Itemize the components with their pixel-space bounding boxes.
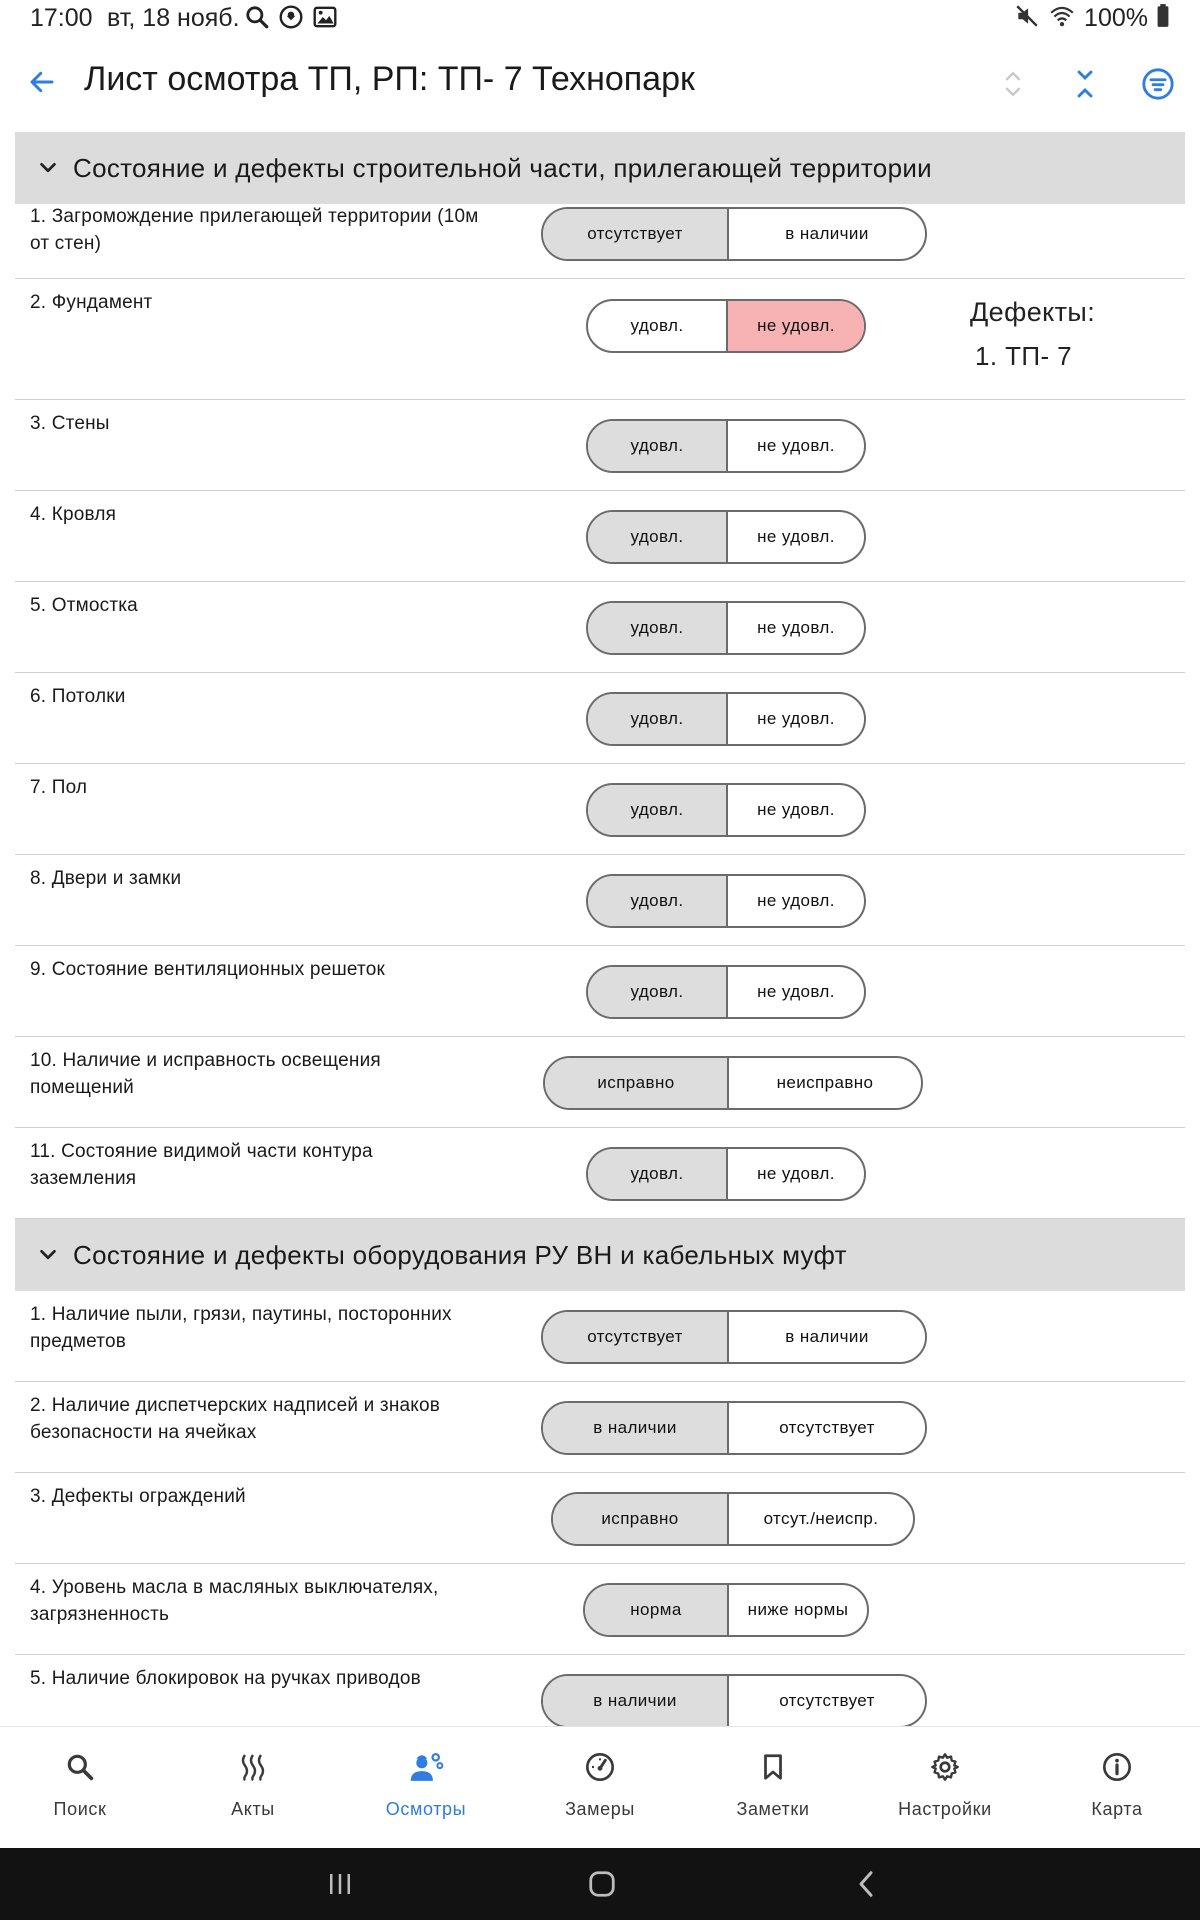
app-header	[0, 36, 1200, 132]
option-right[interactable]: в наличии	[785, 224, 869, 243]
nav-label: Осмотры	[385, 1799, 467, 1819]
option-right[interactable]: не удовл.	[757, 436, 835, 455]
nav-item-notes[interactable]	[687, 1727, 859, 1849]
option-right[interactable]: не удовл.	[757, 618, 835, 637]
wifi-icon	[1048, 3, 1076, 34]
row-label: 7. Пол	[30, 777, 88, 798]
shield-status-icon	[278, 4, 304, 35]
status-right-icons	[1014, 3, 1170, 34]
option-toggle[interactable]	[586, 692, 866, 746]
home-icon[interactable]	[580, 1862, 624, 1906]
option-left[interactable]: удовл.	[588, 421, 728, 471]
inspection-row	[15, 1473, 1185, 1564]
inspection-row	[15, 673, 1185, 764]
inspection-row	[15, 582, 1185, 673]
section-header-equipment[interactable]	[15, 1219, 1185, 1291]
option-right[interactable]: не удовл.	[757, 982, 835, 1001]
option-left[interactable]: в наличии	[543, 1676, 729, 1726]
nav-item-inspections[interactable]	[340, 1727, 512, 1849]
option-right[interactable]: отсут./неиспр.	[763, 1509, 879, 1528]
option-toggle[interactable]	[541, 1401, 927, 1455]
search-icon	[244, 4, 270, 35]
option-right[interactable]: отсутствует	[779, 1691, 875, 1710]
nav-item-acts[interactable]	[167, 1727, 339, 1849]
collapse-icon[interactable]	[1063, 62, 1107, 106]
option-left[interactable]: удовл.	[588, 512, 728, 562]
option-toggle[interactable]	[586, 601, 866, 655]
option-right[interactable]: не удовл.	[757, 709, 835, 728]
section-header-construction[interactable]	[15, 132, 1185, 204]
option-toggle[interactable]	[551, 1492, 915, 1546]
status-time: 17:00	[30, 4, 93, 32]
row-label: 11. Состояние видимой части контура заземления	[30, 1141, 373, 1189]
row-label: 1. Наличие пыли, грязи, паутины, посторонних предметов	[30, 1304, 452, 1352]
option-left[interactable]: удовл.	[588, 694, 728, 744]
option-left[interactable]: удовл.	[588, 301, 728, 351]
option-left[interactable]: удовл.	[588, 785, 728, 835]
search-icon	[60, 1747, 100, 1787]
status-date: вт, 18 нояб.	[107, 4, 240, 32]
nav-item-settings[interactable]	[859, 1727, 1031, 1849]
nav-label: Поиск	[53, 1799, 107, 1819]
option-toggle[interactable]	[586, 510, 866, 564]
row-label: 4. Уровень масла в масляных выключателях, загрязненность	[30, 1577, 439, 1625]
option-left[interactable]: удовл.	[588, 967, 728, 1017]
option-right[interactable]: не удовл.	[757, 527, 835, 546]
row-label: 1. Загромождение прилегающей территории (10м от стен)	[30, 206, 479, 254]
bottom-navigation	[0, 1726, 1200, 1848]
defects-item[interactable]: 1. ТП- 7	[975, 341, 1073, 371]
option-toggle[interactable]	[586, 1147, 866, 1201]
inspection-row	[15, 204, 1185, 279]
option-right[interactable]: в наличии	[785, 1327, 869, 1346]
row-label: 9. Состояние вентиляционных решеток	[30, 959, 386, 980]
info-icon	[1097, 1747, 1137, 1787]
row-label: 8. Двери и замки	[30, 868, 182, 889]
row-label: 4. Кровля	[30, 504, 117, 525]
option-left[interactable]: исправно	[553, 1494, 729, 1544]
option-toggle[interactable]	[586, 874, 866, 928]
option-right[interactable]: не удовл.	[728, 301, 864, 351]
option-right[interactable]: отсутствует	[779, 1418, 875, 1437]
status-left-icons	[244, 4, 338, 35]
defects-title: Дефекты:	[970, 297, 1096, 327]
option-right[interactable]: ниже нормы	[747, 1600, 849, 1619]
option-toggle[interactable]	[541, 1674, 927, 1726]
option-right[interactable]: не удовл.	[757, 1164, 835, 1183]
nav-label: Замеры	[565, 1799, 635, 1819]
nav-label: Настройки	[898, 1799, 992, 1819]
option-left[interactable]: удовл.	[588, 603, 728, 653]
option-toggle[interactable]	[586, 965, 866, 1019]
nav-label: Карта	[1091, 1799, 1143, 1819]
option-left[interactable]: удовл.	[588, 1149, 728, 1199]
option-toggle[interactable]	[586, 299, 866, 353]
back-arrow-icon[interactable]	[22, 62, 62, 102]
option-left[interactable]: удовл.	[588, 876, 728, 926]
option-right[interactable]: не удовл.	[757, 800, 835, 819]
recent-apps-icon[interactable]	[318, 1862, 362, 1906]
option-left[interactable]: исправно	[545, 1058, 729, 1108]
mute-icon	[1014, 3, 1040, 34]
filter-icon[interactable]	[1136, 62, 1180, 106]
battery-percent: 100%	[1084, 4, 1148, 32]
row-label: 6. Потолки	[30, 686, 126, 707]
inspection-row	[15, 764, 1185, 855]
nav-item-measurements[interactable]	[514, 1727, 686, 1849]
section-title: Состояние и дефекты строительной части, прилегающей территории	[73, 152, 932, 183]
row-label: 3. Стены	[30, 413, 110, 434]
inspection-row	[15, 1655, 1185, 1726]
row-label: 10. Наличие и исправность освещения помещений	[30, 1050, 381, 1098]
inspection-row	[15, 1291, 1185, 1382]
chevron-down-icon[interactable]	[33, 1240, 63, 1270]
section-title: Состояние и дефекты оборудования РУ ВН и кабельных муфт	[73, 1239, 847, 1270]
gear-icon	[925, 1747, 965, 1787]
inspection-row	[15, 491, 1185, 582]
option-toggle[interactable]	[586, 783, 866, 837]
inspection-row	[15, 1564, 1185, 1655]
option-toggle[interactable]	[541, 1310, 927, 1364]
row-label: 5. Наличие блокировок на ручках приводов	[30, 1668, 421, 1689]
option-right[interactable]: не удовл.	[757, 891, 835, 910]
inspector-icon	[406, 1747, 446, 1787]
status-bar	[0, 0, 1200, 36]
nav-label: Акты	[231, 1799, 275, 1819]
inspection-list[interactable]	[15, 132, 1185, 1726]
inspection-row	[15, 1037, 1185, 1128]
nav-label: Заметки	[736, 1799, 810, 1819]
option-toggle[interactable]	[586, 419, 866, 473]
option-toggle[interactable]	[543, 1056, 923, 1110]
expand-icon[interactable]	[991, 62, 1035, 106]
inspection-row	[15, 1128, 1185, 1219]
option-left[interactable]: отсутствует	[543, 1312, 729, 1362]
inspection-row	[15, 946, 1185, 1037]
page-title: Лист осмотра ТП, РП: ТП- 7 Технопарк	[84, 60, 695, 98]
row-label: 5. Отмостка	[30, 595, 138, 616]
bookmark-icon	[753, 1747, 793, 1787]
chevron-down-icon[interactable]	[33, 153, 63, 183]
gauge-icon	[580, 1747, 620, 1787]
inspection-row	[15, 1382, 1185, 1473]
gallery-icon	[312, 4, 338, 35]
row-label: 2. Наличие диспетчерских надписей и знаков безопасности на ячейках	[30, 1395, 441, 1443]
inspection-row	[15, 279, 1185, 400]
row-label: 3. Дефекты ограждений	[30, 1486, 246, 1507]
system-navigation-bar	[0, 1848, 1200, 1920]
option-right[interactable]: неисправно	[776, 1073, 874, 1092]
heat-waves-icon	[233, 1747, 273, 1787]
inspection-row	[15, 855, 1185, 946]
option-left[interactable]: норма	[585, 1585, 729, 1635]
row-label: 2. Фундамент	[30, 292, 153, 313]
back-icon[interactable]	[844, 1862, 888, 1906]
option-left[interactable]: отсутствует	[543, 209, 729, 259]
option-toggle[interactable]	[541, 207, 927, 261]
inspection-row	[15, 400, 1185, 491]
nav-item-search[interactable]	[0, 1727, 166, 1849]
option-toggle[interactable]	[583, 1583, 869, 1637]
option-left[interactable]: в наличии	[543, 1403, 729, 1453]
nav-item-map[interactable]	[1031, 1727, 1200, 1849]
battery-icon	[1156, 3, 1170, 34]
